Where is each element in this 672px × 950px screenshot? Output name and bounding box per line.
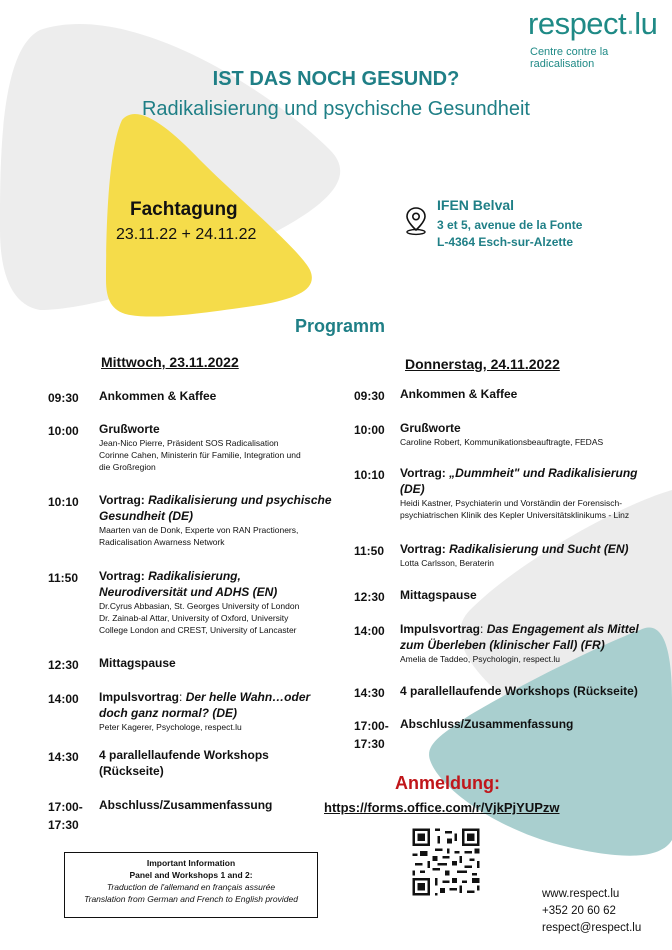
info-line-fr: Traduction de l'allemand en français assurée: [106, 882, 276, 892]
schedule-time: 12:30: [354, 590, 385, 604]
logo-tagline: Centre contre la radicalisation: [530, 46, 609, 70]
schedule-time: 14:30: [48, 750, 79, 764]
schedule-item-title: Mittagspause: [99, 656, 176, 670]
schedule-item-speaker: Corinne Cahen, Ministerin für Familie, Integration und: [99, 450, 301, 460]
day1-heading: Mittwoch, 23.11.2022: [101, 354, 239, 370]
schedule-item-title: Grußworte: [400, 421, 461, 435]
schedule-item-title: 4 parallellaufende Workshops (Rückseite): [400, 684, 638, 698]
schedule-item: [400, 716, 670, 732]
schedule-item: [99, 689, 339, 733]
schedule-item-title: Mittagspause: [400, 588, 477, 602]
schedule-item: [400, 465, 670, 521]
schedule-item: [400, 386, 670, 402]
schedule-item-title: 4 parallellaufende Workshops (Rückseite): [99, 748, 269, 778]
info-subtitle: Panel and Workshops 1 and 2:: [129, 870, 253, 880]
schedule-item: [400, 683, 670, 699]
schedule-item: [400, 587, 670, 603]
schedule-item: [99, 655, 339, 671]
schedule-item-speaker: Dr. Zainab-al Attar, University of Oxford, University: [99, 613, 289, 623]
schedule-item-title: Vortrag: Radikalisierung und Sucht (EN): [400, 542, 629, 556]
event-subtitle: Radikalisierung und psychische Gesundheit: [141, 98, 530, 120]
schedule-item: [400, 541, 670, 569]
schedule-item-speaker: Radicalisation Awarness Network: [99, 537, 225, 547]
schedule-time: 17:00- 17:30: [354, 719, 389, 751]
schedule-time: 17:00- 17:30: [48, 800, 83, 832]
info-line-en: Translation from German and French to English provided: [84, 894, 298, 904]
event-title: IST DAS NOCH GESUND?: [212, 68, 460, 90]
program-title: Programm: [294, 316, 386, 336]
schedule-time: 10:00: [48, 424, 79, 438]
schedule-item-speaker: Maarten van de Donk, Experte von RAN Practioners,: [99, 525, 299, 535]
schedule-item: [400, 420, 670, 448]
day2-heading: Donnerstag, 24.11.2022: [405, 356, 560, 372]
schedule-item: [99, 747, 339, 779]
schedule-item: [400, 621, 670, 665]
contact-website[interactable]: www.respect.lu: [542, 888, 620, 900]
important-info-box: [64, 852, 318, 918]
schedule-time: 10:10: [354, 468, 385, 482]
event-type-label: Fachtagung: [130, 199, 238, 220]
schedule-item-title: Abschluss/Zusammenfassung: [400, 717, 574, 731]
event-dates: 23.11.22 + 24.11.22: [116, 226, 257, 243]
schedule-time: 11:50: [48, 571, 79, 585]
schedule-item: [99, 797, 339, 813]
schedule-item: [99, 568, 339, 636]
schedule-item: [99, 421, 339, 473]
schedule-item-title: Vortrag: „Dummheit" und Radikalisierung (DE): [400, 466, 638, 496]
schedule-item: [99, 388, 339, 404]
venue-city: L-4364 Esch-sur-Alzette: [437, 235, 574, 249]
schedule-time: 10:10: [48, 495, 79, 509]
schedule-item-speaker: Jean-Nico Pierre, Präsident SOS Radicalisation: [99, 438, 279, 448]
schedule-item-title: Abschluss/Zusammenfassung: [99, 798, 273, 812]
venue-name: IFEN Belval: [437, 197, 515, 213]
schedule-item-title: Impulsvortrag: Das Engagement als Mittel zum Überleben (klinischer Fall) (FR): [400, 622, 639, 652]
schedule-time: 09:30: [48, 391, 79, 405]
schedule-item-title: Impulsvortrag: Der helle Wahn…oder doch ganz normal? (DE): [99, 690, 311, 720]
schedule-item-speaker: Caroline Robert, Kommunikationsbeauftragte, FEDAS: [400, 437, 604, 447]
schedule-item-title: Vortrag: Radikalisierung, Neurodiversität und ADHS (EN): [99, 569, 278, 599]
schedule-time: 14:00: [354, 624, 385, 638]
schedule-time: 09:30: [354, 389, 385, 403]
respect-logo: respect.lu: [528, 6, 658, 41]
venue-street: 3 et 5, avenue de la Fonte: [437, 218, 583, 232]
schedule-item-speaker: College London and CREST, University of Lancaster: [99, 625, 297, 635]
schedule-item-speaker: die Großregion: [99, 462, 156, 472]
schedule-item-title: Ankommen & Kaffee: [99, 389, 217, 403]
registration-label: Anmeldung:: [395, 773, 500, 793]
info-title: Important Information: [146, 858, 236, 868]
location-pin-icon: [404, 206, 428, 236]
schedule-item-speaker: psychiatrischen Klinik des Kepler Universitätsklinikums - Linz: [400, 510, 630, 520]
qr-code-icon[interactable]: [410, 826, 482, 898]
contact-phone: +352 20 60 62: [542, 905, 616, 917]
contact-email[interactable]: respect@respect.lu: [542, 922, 642, 934]
schedule-time: 14:30: [354, 686, 385, 700]
schedule-item: [99, 492, 339, 548]
schedule-item-speaker: Lotta Carlsson, Beraterin: [400, 558, 495, 568]
schedule-time: 14:00: [48, 692, 79, 706]
contact-info: [542, 886, 641, 937]
registration-link[interactable]: https://forms.office.com/r/VjkPjYUPzw: [324, 800, 560, 815]
schedule-time: 11:50: [354, 544, 385, 558]
schedule-time: 12:30: [48, 658, 79, 672]
schedule-item-title: Ankommen & Kaffee: [400, 387, 518, 401]
schedule-item-speaker: Dr.Cyrus Abbasian, St. Georges University of London: [99, 601, 300, 611]
schedule-item-speaker: Amelia de Taddeo, Psychologin, respect.lu: [400, 654, 561, 664]
schedule-item-speaker: Peter Kagerer, Psychologe, respect.lu: [99, 722, 242, 732]
venue-info: [437, 197, 582, 251]
schedule-time: 10:00: [354, 423, 385, 437]
schedule-item-title: Grußworte: [99, 422, 160, 436]
schedule-item-speaker: Heidi Kastner, Psychiaterin und Vorständin der Forensisch-: [400, 498, 623, 508]
schedule-item-title: Vortrag: Radikalisierung und psychische Gesundheit (DE): [99, 493, 332, 523]
